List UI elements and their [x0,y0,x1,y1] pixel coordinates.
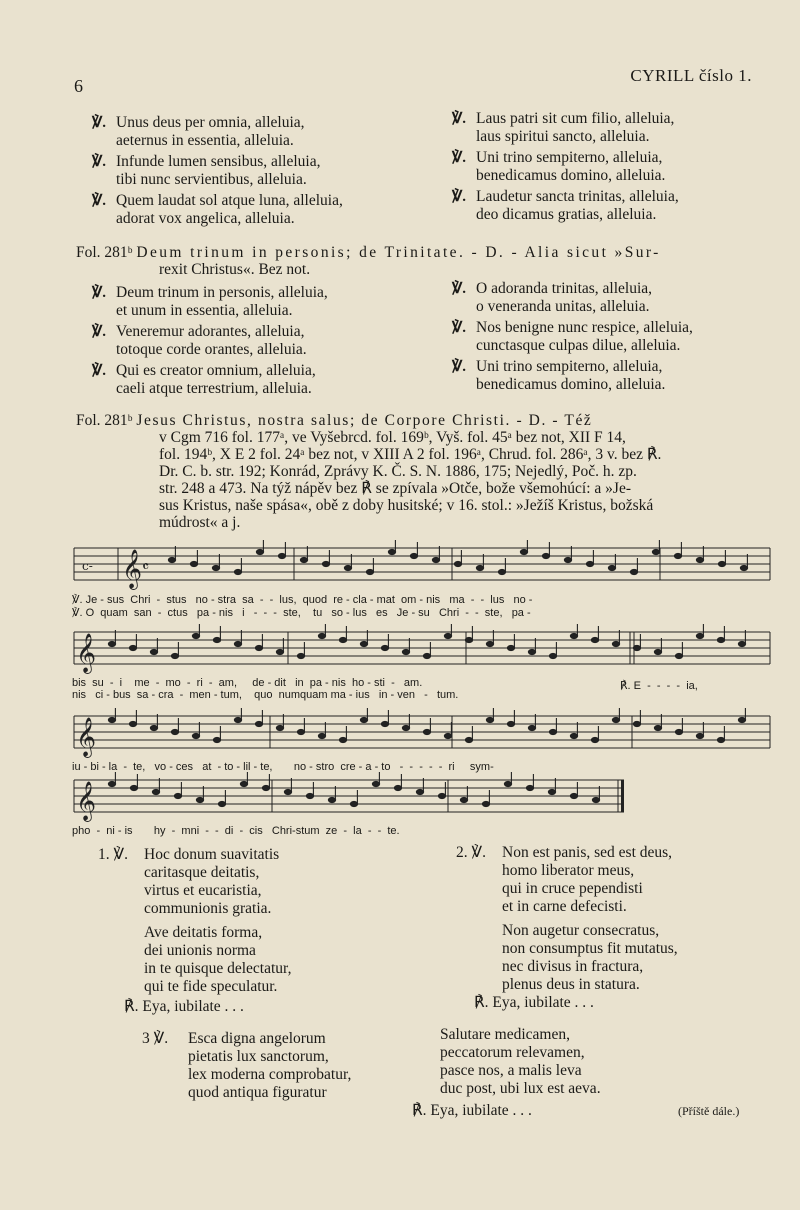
note-head [381,721,388,726]
stanza-refrain: ℟. Eya, iubilate . . . [474,994,594,1011]
stanza-line: virtus et eucaristia, [144,882,262,899]
note-head [328,797,335,802]
note-head [108,717,115,722]
stanza-number: 2. ℣. [456,844,486,861]
stanza-line: Hoc donum suavitatis [144,846,280,863]
note-head [190,561,197,566]
note-head [444,733,451,738]
stanza-line: nec divisus in fractura, [502,958,644,975]
note-head [507,721,514,726]
note-head [520,549,527,554]
note-head [542,553,549,558]
lyrics-line: bis su - i me - mo - ri - am, de - dit in pa - nis ho - sti - am. [72,677,423,689]
folio-note-line: sus Kristus, naše spása«, obě z doby husitské; v 16. stol.: »Ježíš Kristus, božská [159,497,654,514]
verse-block [452,149,772,184]
staff-lines [72,540,772,592]
note-head [717,737,724,742]
versicle-mark: ℣. [452,111,467,127]
verse-line: Unus deus per omnia, alleluia, [116,114,305,131]
note-head [300,557,307,562]
note-head [234,717,241,722]
versicle-mark: ℣. [92,324,107,340]
note-head [318,733,325,738]
folio-entry-2 [76,412,776,531]
note-head [423,653,430,658]
verse-line: Uni trino sempiterno, alleluia, [476,358,663,375]
stanza-line: peccatorum relevamen, [440,1044,585,1061]
note-head [696,633,703,638]
lyrics-line: pho - ni - is hy - mni - - di - cis Chri-stum ze - la - - te. [72,825,400,837]
note-head [486,717,493,722]
note-head [402,725,409,730]
verse-line: caeli atque terrestrium, alleluia. [116,380,312,397]
stanza-2 [456,844,776,1011]
lyrics-line: iu - bi - la - te, vo - ces at - to - lil - te, no - stro cre - a - to - - - - - ri sym- [72,761,494,773]
note-head [129,721,136,726]
note-head [612,641,619,646]
folio-note-line: str. 248 a 473. Na týž nápěv bez ℟ se zpívala »Otče, bože všemohúcí: a »Je- [159,480,632,497]
note-head [360,717,367,722]
verse-block [92,153,432,188]
note-head [654,725,661,730]
continued-note: (Příště dále.) [678,1104,740,1118]
note-head [240,781,247,786]
verse-block [92,362,432,397]
stanza-line: Ave deitatis forma, [144,924,263,941]
note-head [592,797,599,802]
verse-line: o veneranda unitas, alleluia. [476,298,650,315]
note-head [718,561,725,566]
note-head [255,645,262,650]
folio-note-line: v Cgm 716 fol. 177ᵃ, ve Vyšebrcd. fol. 169ᵇ, Vyš. fol. 45ᵃ bez not, XII F 14, [159,429,626,446]
svg-text:𝄞: 𝄞 [76,781,97,821]
verse-block [92,323,432,358]
verse-line: totoque corde orantes, alleluia. [116,341,307,358]
stanza-line: caritasque deitatis, [144,864,260,881]
note-head [549,653,556,658]
note-head [591,737,598,742]
verse-block [452,188,772,223]
note-head [372,781,379,786]
verse-line: et unum in essentia, alleluia. [116,302,293,319]
verse-block [92,192,432,227]
note-head [528,649,535,654]
versicle-mark: ℣. [452,281,467,297]
section2-left-column [92,284,432,397]
svg-text:𝄞: 𝄞 [122,549,143,589]
note-head [696,733,703,738]
note-head [498,569,505,574]
note-head [192,633,199,638]
folio-note-line: múdrost« a j. [159,514,241,531]
note-head [344,565,351,570]
note-head [586,561,593,566]
music-staff-3 [72,708,772,773]
note-head [696,557,703,562]
folio-heading: Deum trinum in personis; de Trinitate. - D. - Alia sicut »Sur- [136,244,661,261]
note-head [454,561,461,566]
stanza-line: pietatis lux sanctorum, [188,1048,329,1065]
stanza-number: 1. ℣. [98,846,128,863]
music-staff-4 [72,772,772,837]
staff-lines [72,624,772,676]
note-head [255,721,262,726]
note-head [402,649,409,654]
note-head [675,729,682,734]
verse-line: Deum trinum in personis, alleluia, [116,284,328,301]
verse-line: Nos benigne nunc respice, alleluia, [476,319,693,336]
note-head [192,733,199,738]
stanza-line: homo liberator meus, [502,862,635,879]
note-head [465,737,472,742]
note-head [528,725,535,730]
stanza-1 [98,846,418,1015]
note-head [548,789,555,794]
note-head [234,641,241,646]
folio-note-line: Dr. C. b. str. 192; Konrád, Zprávy K. Č. S. N. 1886, 175; Nejedlý, Poč. h. zp. [159,463,637,480]
lyrics-line: nis ci - bus sa - cra - men - tum, quo numquam ma - ius in - ven - tum. [72,689,459,701]
verse-line: benedicamus domino, alleluia. [476,376,666,393]
note-head [570,733,577,738]
note-head [339,637,346,642]
note-head [476,565,483,570]
note-head [633,645,640,650]
note-head [717,637,724,642]
stanza-number: 3 ℣. [142,1030,169,1047]
note-head [360,641,367,646]
note-head [612,717,619,722]
stanza-line: non consumptus fit mutatus, [502,940,678,957]
note-head [674,553,681,558]
stanza-3 [142,1030,442,1101]
stanza-line: Salutare medicamen, [440,1026,570,1043]
note-head [504,781,511,786]
stanza-line: in te quisque delectatur, [144,960,292,977]
stanza-3-continued [440,1026,760,1098]
note-head [432,557,439,562]
note-head [174,793,181,798]
note-head [213,637,220,642]
verse-line: O adoranda trinitas, alleluia, [476,280,653,297]
note-head [486,641,493,646]
svg-text:𝄞: 𝄞 [76,633,97,673]
note-head [465,637,472,642]
note-head [652,549,659,554]
note-head [438,793,445,798]
stanza-line: qui in cruce pependisti [502,880,643,897]
note-head [388,549,395,554]
lyrics-line: ℣. O quam san - ctus pa - nis i - - - ste, tu so - lus es Je - su Chri - - ste, pa - [72,607,531,619]
note-head [108,641,115,646]
versicle-mark: ℣. [92,193,107,209]
note-head [171,653,178,658]
note-head [675,653,682,658]
stanza-line: duc post, ubi lux est aeva. [440,1080,601,1097]
note-head [276,649,283,654]
note-head [526,785,533,790]
verse-block [452,280,772,315]
note-head [284,789,291,794]
versicle-mark: ℣. [92,115,107,131]
note-head [339,737,346,742]
versicle-mark: ℣. [452,150,467,166]
verse-block [452,319,772,354]
note-head [297,729,304,734]
note-head [129,645,136,650]
stanza-line: plenus deus in statura. [502,976,640,993]
versicle-mark: ℣. [92,363,107,379]
note-head [262,785,269,790]
folio-label: Fol. 281ᵇ [76,412,133,429]
refrain-lyrics: ℟. E - - - - ia, [620,680,698,692]
folio-heading: Jesus Christus, nostra salus; de Corpore Christi. - D. - Též [136,412,593,429]
verse-line: benedicamus domino, alleluia. [476,167,666,184]
note-head [394,785,401,790]
note-head [444,633,451,638]
stanza-line: qui te fide speculatur. [144,978,278,995]
note-head [108,781,115,786]
note-head [381,645,388,650]
stanza-line: Non est panis, sed est deus, [502,844,673,861]
verse-line: adorat vox angelica, alleluia. [116,210,295,227]
verse-line: deo dicamus gratias, alleluia. [476,206,657,223]
music-staff-1 [72,540,772,619]
note-head [564,557,571,562]
note-head [460,797,467,802]
note-head [549,729,556,734]
note-head [410,553,417,558]
verse-line: cunctasque culpas dilue, alleluia. [476,337,681,354]
note-head [570,633,577,638]
verse-line: Laudetur sancta trinitas, alleluia, [476,188,679,205]
stanza-line: lex moderna comprobatur, [188,1066,352,1083]
staff-lines [72,772,632,824]
versicle-mark: ℣. [92,285,107,301]
stanza-line: Esca digna angelorum [188,1030,326,1047]
note-head [196,797,203,802]
versicle-mark: ℣. [452,320,467,336]
section2-right-column [452,280,772,393]
note-head [350,801,357,806]
stanza-refrain: ℟. Eya, iubilate . . . [124,998,244,1015]
stanza-line: et in carne defecisti. [502,898,627,915]
note-head [256,549,263,554]
verse-block [452,358,772,393]
note-head [570,793,577,798]
stanza-line: pasce nos, a malis leva [440,1062,582,1079]
note-head [152,789,159,794]
music-staff-2 [72,624,772,701]
verse-line: Infunde lumen sensibus, alleluia, [116,153,321,170]
note-head [150,725,157,730]
note-head [212,565,219,570]
note-head [130,785,137,790]
note-head [234,569,241,574]
folio-label: Fol. 281ᵇ [76,244,133,261]
verse-line: Qui es creator omnium, alleluia, [116,362,316,379]
svg-text:c-: c- [82,559,93,573]
verse-line: aeternus in essentia, alleluia. [116,132,294,149]
note-head [630,569,637,574]
verse-block [92,114,432,149]
note-head [507,645,514,650]
folio-note-line: fol. 194ᵇ, X E 2 fol. 24ᵃ bez not, v XIII A 2 fol. 196ᵃ, Chrud. fol. 286ᵃ, 3 v. bez ℟. [159,446,662,463]
folio-entry-1 [76,244,776,278]
versicle-mark: ℣. [452,189,467,205]
note-head [608,565,615,570]
verse-line: Laus patri sit cum filio, alleluia, [476,110,675,127]
stanza-line: communionis gratia. [144,900,272,917]
note-head [423,729,430,734]
note-head [278,553,285,558]
note-head [416,789,423,794]
verse-line: Uni trino sempiterno, alleluia, [476,149,663,166]
note-head [654,649,661,654]
note-head [738,641,745,646]
stanza-line: quod antiqua figuratur [188,1084,327,1101]
lyrics-line: ℣. Je - sus Chri - stus no - stra sa - - lus, quod re - cla - mat om - nis ma - - lus no - [72,594,533,606]
note-head [633,721,640,726]
note-head [591,637,598,642]
note-head [322,561,329,566]
note-head [218,801,225,806]
verse-block [92,284,432,319]
note-head [171,729,178,734]
note-head [297,653,304,658]
note-head [276,725,283,730]
stanza-refrain: ℟. Eya, iubilate . . . [412,1102,532,1119]
page-number: 6 [74,76,83,96]
note-head [318,633,325,638]
section1-left-column [92,114,432,227]
svg-text:𝄴: 𝄴 [142,557,150,576]
svg-text:𝄞: 𝄞 [76,717,97,757]
stanza-line: dei unionis norma [144,942,256,959]
folio-note: rexit Christus«. Bez not. [159,261,311,278]
versicle-mark: ℣. [92,154,107,170]
verse-line: laus spiritui sancto, alleluia. [476,128,650,145]
verse-block [452,110,772,145]
note-head [740,565,747,570]
note-head [366,569,373,574]
verse-line: Quem laudat sol atque luna, alleluia, [116,192,343,209]
verse-line: tibi nunc servientibus, alleluia. [116,171,307,188]
note-head [738,717,745,722]
staff-lines [72,708,772,760]
running-head: CYRILL číslo 1. [630,66,752,85]
verse-line: Veneremur adorantes, alleluia, [116,323,305,340]
versicle-mark: ℣. [452,359,467,375]
note-head [482,801,489,806]
note-head [306,793,313,798]
section1-right-column [452,110,772,223]
note-head [213,737,220,742]
stanza-line: Non augetur consecratus, [502,922,660,939]
note-head [168,557,175,562]
note-head [150,649,157,654]
